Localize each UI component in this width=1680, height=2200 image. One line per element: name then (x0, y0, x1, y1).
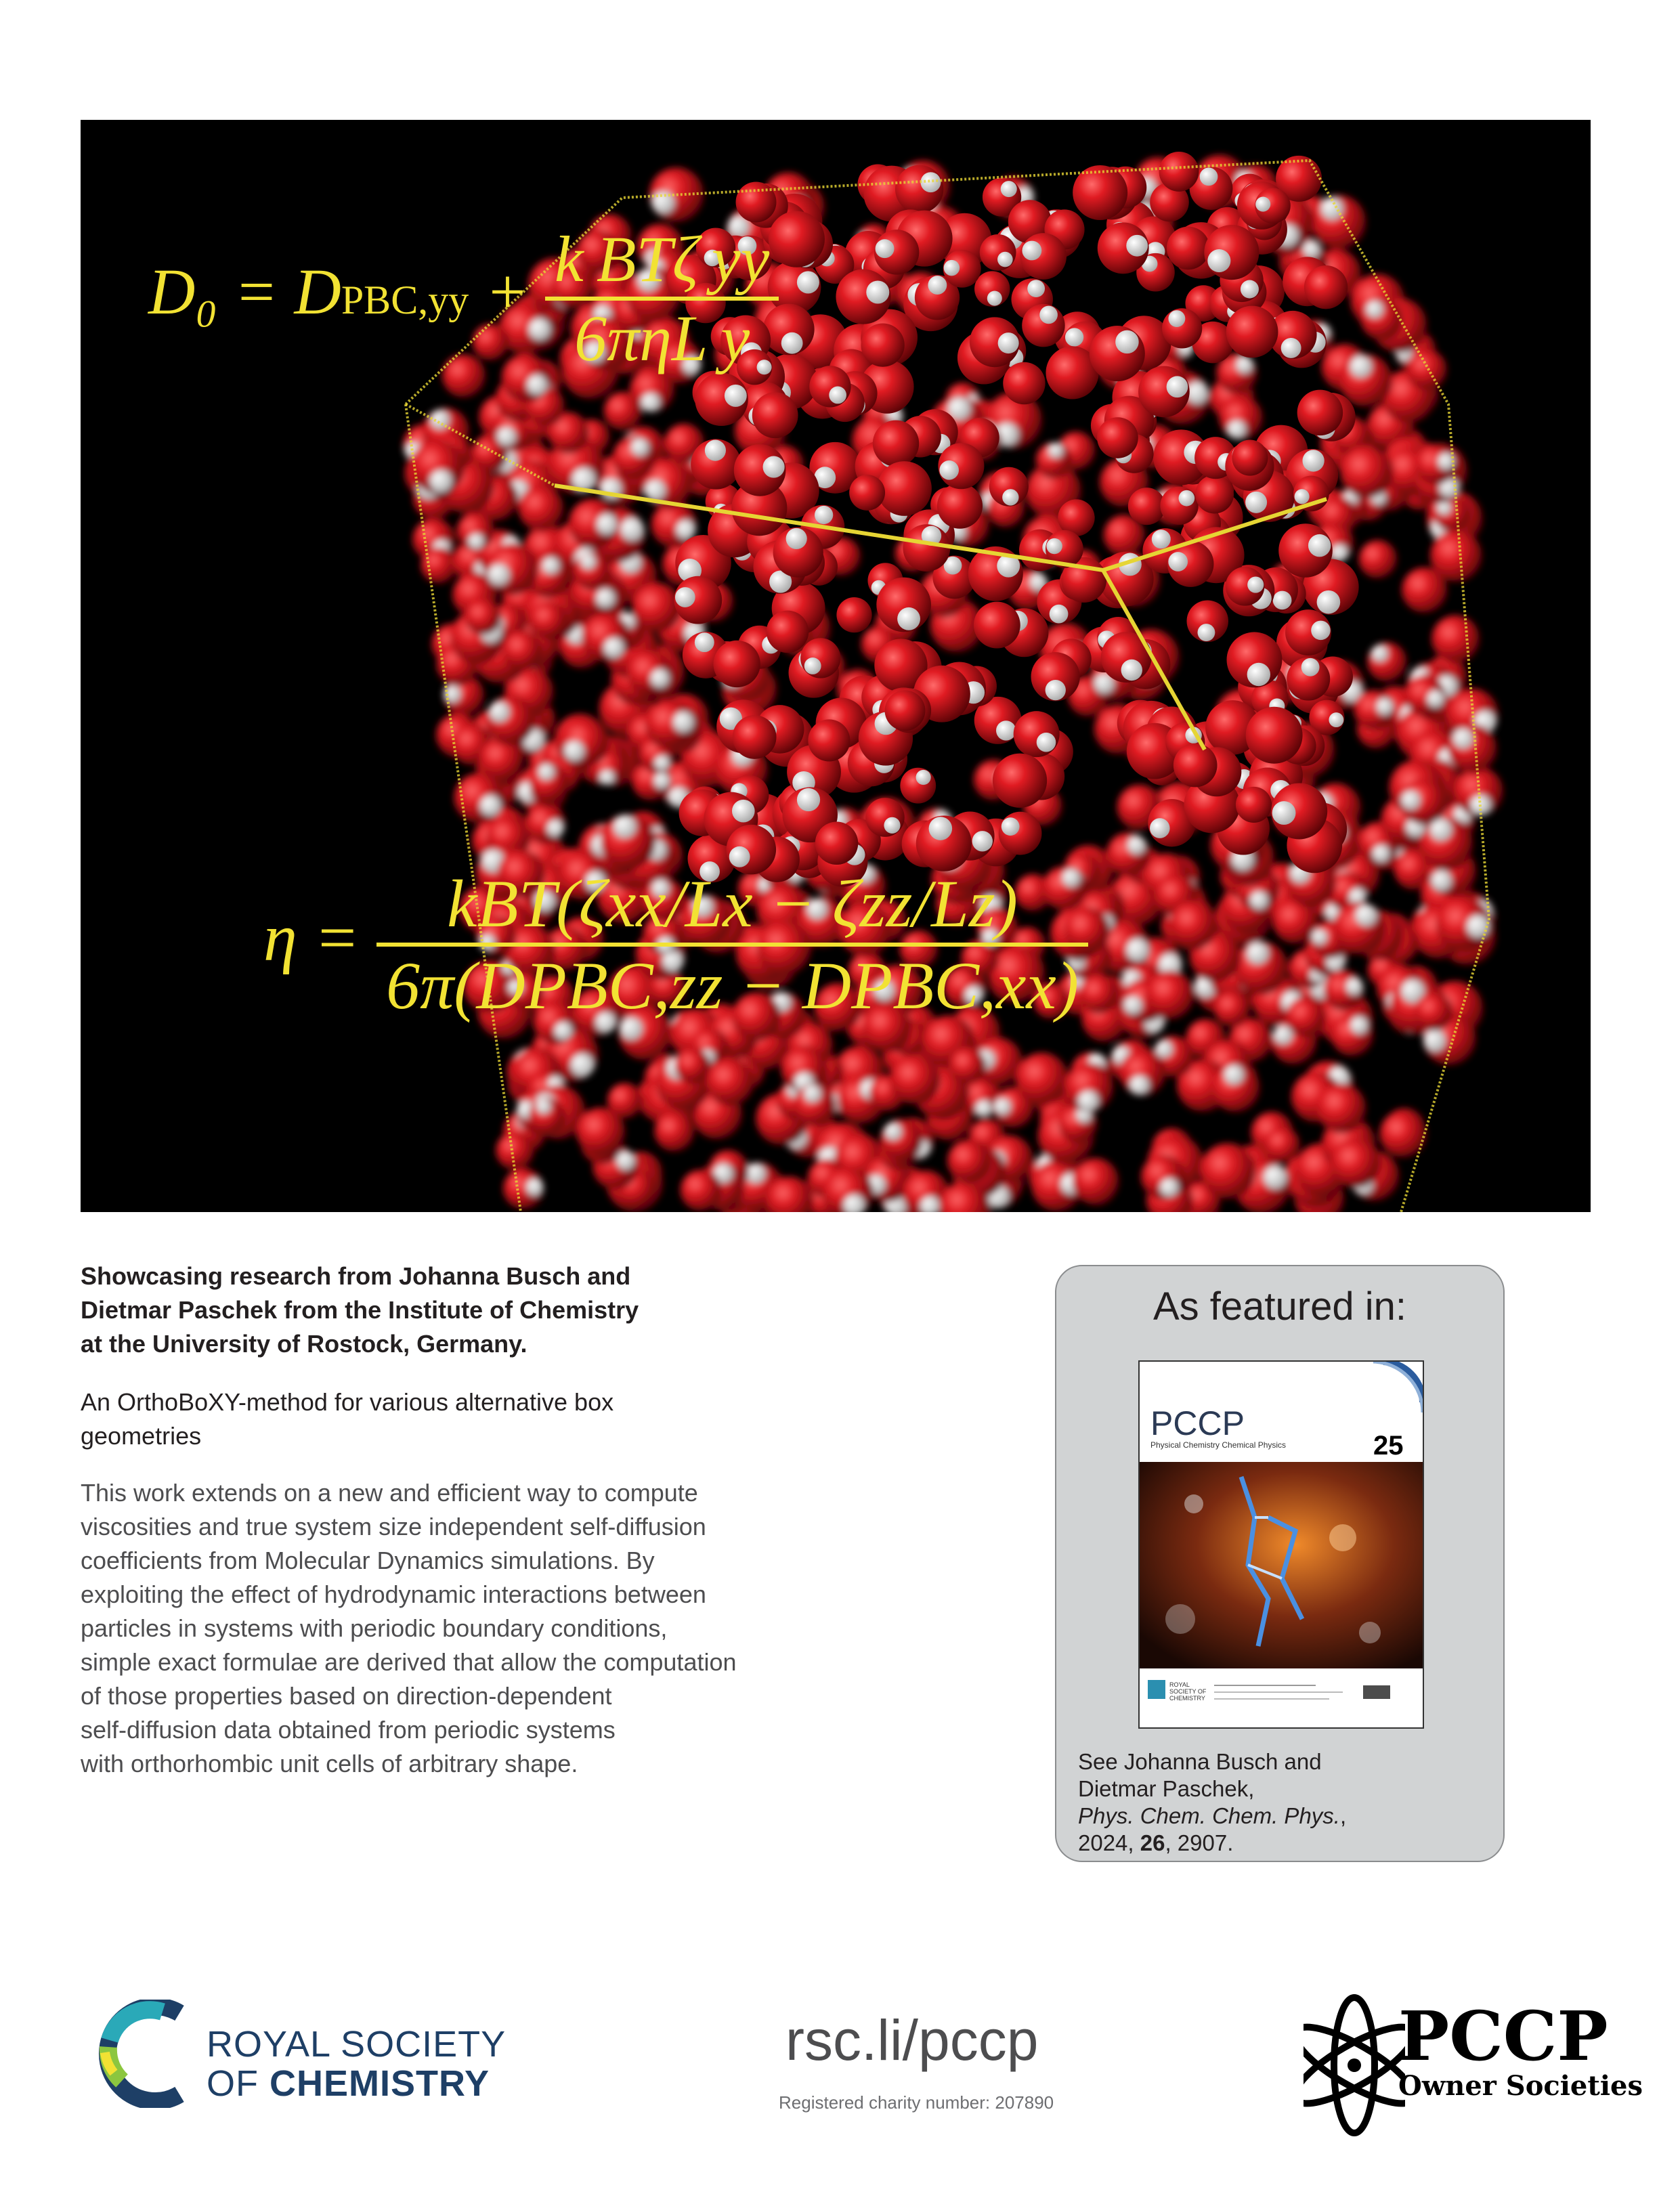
hydrogen-atom (1150, 818, 1170, 838)
oxygen-atom (733, 715, 777, 759)
hydrogen-atom (1329, 712, 1343, 727)
hydrogen-atom (596, 588, 615, 607)
oxygen-atom (1146, 971, 1194, 1020)
oxygen-atom (1448, 725, 1497, 774)
hydrogen-atom (1168, 552, 1188, 571)
hydrogen-atom (1424, 1029, 1446, 1052)
hydrogen-atom (876, 239, 895, 258)
hydrogen-atom (939, 460, 959, 480)
oxygen-atom (465, 599, 500, 634)
cover-image (81, 120, 1591, 1212)
hydrogen-atom (645, 479, 666, 500)
oxygen-atom (1169, 901, 1218, 949)
hydrogen-atom (1250, 891, 1268, 909)
oxygen-atom (1297, 390, 1343, 436)
oxygen-atom (1073, 165, 1127, 220)
abstract-line: coefficients from Molecular Dynamics simulations. By (81, 1547, 655, 1574)
oxygen-atom (849, 475, 885, 511)
hydrogen-atom (676, 520, 695, 539)
hydrogen-atom (929, 817, 953, 840)
hydrogen-atom (1046, 538, 1062, 554)
oxygen-atom (937, 483, 983, 529)
oxygen-atom (1195, 475, 1234, 513)
oxygen-atom (486, 695, 535, 745)
hydrogen-atom (1167, 376, 1188, 397)
hydrogen-atom (1308, 534, 1331, 557)
equation-d0: D₀ = DPBC,yy + k BTζ yy 6πηL y (148, 221, 779, 376)
oxygen-atom (1236, 787, 1272, 823)
oxygen-atom (752, 392, 798, 438)
hydrogen-atom (652, 191, 675, 214)
equation-d0-numerator: k BTζ yy (555, 223, 770, 295)
hydrogen-atom (1130, 1075, 1150, 1095)
oxygen-atom (949, 1048, 986, 1084)
hydrogen-atom (631, 438, 649, 456)
oxygen-atom (873, 420, 919, 467)
oxygen-atom (1304, 265, 1348, 309)
hydrogen-atom (884, 817, 900, 834)
hydrogen-atom (581, 554, 597, 569)
abstract-line: particles in systems with periodic boundary conditions, (81, 1614, 668, 1642)
oxygen-atom (1200, 1143, 1255, 1199)
hydrogen-atom (675, 587, 695, 607)
hydrogen-atom (996, 720, 1016, 740)
hydrogen-atom (547, 820, 564, 837)
pccp-atom-icon (1304, 1987, 1405, 2143)
hydrogen-atom (829, 387, 846, 404)
oxygen-atom (1406, 349, 1446, 389)
equation-d0-denominator: 6πηL y (574, 302, 750, 374)
hydrogen-atom (1366, 301, 1383, 318)
hydrogen-atom (746, 1163, 766, 1184)
hydrogen-atom (1124, 996, 1142, 1014)
hydrogen-atom (1431, 871, 1452, 891)
hydrogen-atom (600, 770, 615, 785)
oxygen-atom (800, 638, 840, 678)
hydrogen-atom (1402, 791, 1421, 811)
hydrogen-atom (1312, 929, 1327, 945)
hydrogen-atom (1372, 645, 1389, 662)
hydrogen-atom (976, 1100, 993, 1117)
hydrogen-atom (1331, 544, 1348, 561)
hydrogen-atom (653, 773, 670, 789)
hydrogen-atom (1346, 978, 1363, 995)
hydrogen-atom (1264, 1165, 1287, 1189)
hydrogen-atom (1179, 490, 1195, 506)
hydrogen-atom (1127, 836, 1146, 855)
showcase-credit: Showcasing research from Johanna Busch and Dietmar Paschek from the Institute of Chemistry at the University of Rostock, Germany. (81, 1262, 639, 1358)
hydrogen-atom (1281, 338, 1301, 358)
hydrogen-atom (1121, 660, 1142, 681)
oxygen-atom (809, 366, 850, 407)
hydrogen-atom (430, 410, 450, 430)
hydrogen-atom (866, 280, 889, 303)
oxygen-atom (736, 181, 777, 222)
hydrogen-atom (1046, 680, 1066, 700)
hydrogen-atom (1156, 1041, 1173, 1058)
cover-publisher: ROYAL SOCIETY OF CHEMISTRY (1169, 1681, 1207, 1702)
oxygen-atom (674, 1048, 710, 1083)
oxygen-atom (632, 583, 681, 632)
hydrogen-atom (480, 795, 501, 816)
hydrogen-atom (613, 815, 637, 838)
hydrogen-atom (1272, 801, 1296, 825)
oxygen-atom (681, 1169, 722, 1211)
hydrogen-atom (430, 470, 452, 492)
hydrogen-atom (1048, 443, 1063, 458)
oxygen-atom (1359, 540, 1397, 578)
hydrogen-atom (1039, 306, 1058, 324)
hydrogen-atom (527, 374, 547, 395)
hydrogen-atom (1241, 280, 1259, 299)
oxygen-atom (1226, 306, 1278, 358)
oxygen-atom (1014, 711, 1060, 757)
oxygen-atom (1415, 993, 1452, 1031)
oxygen-atom (1367, 642, 1406, 681)
hydrogen-atom (1350, 1016, 1368, 1034)
abstract-line: viscosities and true system size independent self-diffusion (81, 1513, 706, 1540)
cover-subtitle: Physical Chemistry Chemical Physics (1150, 1440, 1287, 1450)
hydrogen-atom (1247, 942, 1269, 964)
oxygen-atom (654, 1111, 694, 1151)
oxygen-atom (576, 1108, 625, 1157)
oxygen-atom (560, 718, 609, 767)
hydrogen-atom (490, 702, 511, 722)
hydrogen-atom (555, 1022, 573, 1040)
hydrogen-atom (1255, 197, 1270, 212)
oxygen-atom (993, 754, 1047, 808)
hydrogen-atom (641, 393, 660, 412)
rsc-logo-icon (95, 2000, 196, 2108)
oxygen-atom (1232, 439, 1268, 475)
hydrogen-atom (695, 632, 714, 652)
journal-cover-thumbnail[interactable] (1138, 1360, 1424, 1729)
hydrogen-atom (732, 800, 755, 823)
hydrogen-atom (1245, 492, 1267, 513)
hydrogen-atom (536, 1099, 551, 1114)
journal-url[interactable]: rsc.li/pccp (785, 2008, 1039, 2072)
hydrogen-atom (944, 260, 960, 276)
oxygen-atom (1106, 832, 1150, 876)
oxygen-atom (502, 630, 542, 670)
oxygen-atom (1264, 1127, 1299, 1163)
hydrogen-atom (571, 1054, 594, 1077)
oxygen-atom (1379, 1110, 1426, 1157)
abstract-line: simple exact formulae are derived that allow the computation (81, 1648, 737, 1676)
hydrogen-atom (526, 1179, 543, 1196)
oxygen-atom (1160, 487, 1198, 525)
oxygen-atom (496, 1131, 534, 1170)
hydrogen-atom (1303, 241, 1320, 259)
hydrogen-atom (797, 788, 820, 811)
hydrogen-atom (1350, 355, 1373, 378)
abstract (81, 1476, 846, 1781)
oxygen-atom (947, 1140, 991, 1183)
oxygen-atom (1097, 417, 1138, 458)
featured-panel (1055, 1265, 1505, 1862)
hydrogen-atom (564, 741, 584, 761)
hydrogen-atom (987, 291, 1002, 306)
hydrogen-atom (651, 669, 670, 688)
hydrogen-atom (655, 756, 670, 771)
equation-eta-numerator: kBT(ζxx/Lx − ζzz/Lz) (447, 866, 1018, 941)
hydrogen-atom (1126, 939, 1149, 962)
oxygen-atom (808, 719, 850, 761)
hydrogen-atom (1001, 817, 1020, 836)
cover-anniversary: 25 (1373, 1431, 1404, 1461)
citation: See Johanna Busch and Dietmar Paschek, Phys. Chem. Chem. Phys., 2024, 26, 2907. (1078, 1749, 1347, 1855)
oxygen-atom (1003, 362, 1045, 404)
hydrogen-atom (1126, 235, 1148, 257)
hydrogen-atom (1001, 181, 1017, 197)
hydrogen-atom (469, 534, 484, 549)
hydrogen-atom (920, 172, 941, 192)
hydrogen-atom (994, 1098, 1011, 1115)
hydrogen-atom (1022, 241, 1041, 261)
oxygen-atom (836, 597, 871, 632)
hydrogen-atom (797, 271, 819, 293)
hydrogen-atom (1355, 905, 1377, 926)
abstract-line: This work extends on a new and efficient way to compute (81, 1479, 698, 1507)
oxygen-atom (1317, 1083, 1366, 1133)
hydrogen-atom (763, 456, 785, 477)
hydrogen-atom (1078, 1090, 1099, 1111)
journal-name: Phys. Chem. Chem. Phys. (1078, 1803, 1340, 1828)
rsc-wordmark: ROYAL SOCIETY OF CHEMISTRY (207, 2024, 507, 2104)
hydrogen-atom (705, 440, 726, 461)
hydrogen-atom (1228, 420, 1246, 439)
hydrogen-atom (1377, 698, 1394, 715)
oxygen-atom (865, 798, 905, 837)
abstract-line: self-diffusion data obtained from periodic systems (81, 1716, 616, 1744)
hydrogen-atom (1065, 328, 1083, 346)
hydrogen-atom (1302, 450, 1324, 471)
pccp-wordmark: PCCP Owner Societies (1398, 1996, 1643, 2102)
hydrogen-atom (884, 1123, 902, 1140)
abstract-line: of those properties based on direction-dependent (81, 1682, 612, 1710)
hydrogen-atom (1037, 733, 1056, 752)
oxygen-atom (815, 822, 859, 865)
hydrogen-atom (1247, 663, 1270, 686)
hydrogen-atom (673, 712, 694, 733)
hydrogen-atom (597, 514, 618, 535)
hydrogen-atom (916, 770, 931, 785)
hydrogen-atom (997, 252, 1013, 267)
oxygen-atom (861, 323, 904, 366)
equation-eta: η = kBT(ζxx/Lx − ζzz/Lz) 6π(DPBC,zz − DPBC,xx) (263, 865, 1088, 1024)
oxygen-atom (974, 602, 1020, 649)
hydrogen-atom (804, 657, 821, 674)
cover-journal-title: PCCP (1150, 1404, 1245, 1442)
hydrogen-atom (725, 385, 747, 407)
oxygen-atom (877, 461, 932, 516)
hydrogen-atom (1236, 357, 1253, 374)
hydrogen-atom (1273, 591, 1292, 610)
hydrogen-atom (542, 557, 560, 575)
hydrogen-atom (1115, 330, 1138, 353)
charity-number: Registered charity number: 207890 (779, 2092, 1054, 2113)
hydrogen-atom (1295, 489, 1310, 504)
oxygen-atom (885, 690, 926, 731)
article-title: An OrthoBoXY-method for various alternative box geometries (81, 1388, 614, 1450)
oxygen-atom (1246, 707, 1303, 764)
hydrogen-atom (1247, 576, 1264, 592)
hydrogen-atom (1198, 624, 1215, 641)
hydrogen-atom (1050, 605, 1069, 624)
hydrogen-atom (1453, 729, 1473, 749)
abstract-line: with orthorhombic unit cells of arbitrary shape. (81, 1750, 578, 1777)
oxygen-atom (1430, 530, 1482, 582)
oxygen-atom (1090, 326, 1145, 381)
oxygen-atom (890, 1054, 941, 1104)
oxygen-atom (1286, 997, 1326, 1037)
hydrogen-atom (1152, 530, 1171, 548)
hydrogen-atom (786, 528, 807, 549)
hydrogen-atom (804, 1085, 821, 1102)
hydrogen-atom (1200, 168, 1218, 186)
abstract-line: exploiting the effect of hydrodynamic interactions between (81, 1580, 706, 1608)
hydrogen-atom (620, 518, 643, 541)
oxygen-atom (706, 1058, 754, 1106)
oxygen-atom (1340, 446, 1393, 498)
hydrogen-atom (781, 332, 803, 354)
oxygen-atom (519, 486, 564, 532)
hydrogen-atom (1427, 690, 1444, 707)
equation-eta-denominator: 6π(DPBC,zz − DPBC,xx) (386, 948, 1079, 1023)
oxygen-atom (421, 547, 457, 583)
hydrogen-atom (1168, 310, 1185, 327)
oxygen-atom (1173, 743, 1218, 788)
oxygen-atom (713, 641, 760, 687)
hydrogen-atom (488, 564, 510, 586)
oxygen-atom (1431, 616, 1479, 663)
hydrogen-atom (497, 427, 516, 446)
featured-title: As featured in: (1153, 1285, 1406, 1329)
hydrogen-atom (928, 276, 947, 295)
hydrogen-atom (1160, 1178, 1178, 1196)
hydrogen-atom (897, 607, 920, 630)
hydrogen-atom (998, 332, 1019, 353)
hydrogen-atom (1311, 621, 1331, 641)
hydrogen-atom (1027, 280, 1045, 297)
oxygen-atom (1072, 1158, 1119, 1205)
oxygen-atom (530, 601, 567, 639)
oxygen-atom (1128, 488, 1165, 525)
oxygen-atom (1331, 1138, 1380, 1188)
hydrogen-atom (1207, 249, 1230, 272)
hydrogen-atom (1224, 1065, 1245, 1085)
hydrogen-atom (972, 831, 993, 851)
oxygen-atom (1167, 227, 1210, 270)
hydrogen-atom (604, 638, 624, 658)
hydrogen-atom (538, 764, 555, 781)
oxygen-atom (767, 611, 809, 653)
hydrogen-atom (815, 506, 833, 524)
oxygen-atom (980, 234, 1016, 271)
hydrogen-atom (1373, 845, 1390, 863)
oxygen-atom (880, 1119, 922, 1161)
oxygen-atom (1016, 1053, 1069, 1106)
hydrogen-atom (1002, 489, 1018, 505)
oxygen-atom (1214, 991, 1250, 1027)
hydrogen-atom (1301, 658, 1320, 676)
hydrogen-atom (1317, 590, 1341, 614)
oxygen-atom (1159, 152, 1199, 192)
volume: 26 (1140, 1830, 1165, 1855)
